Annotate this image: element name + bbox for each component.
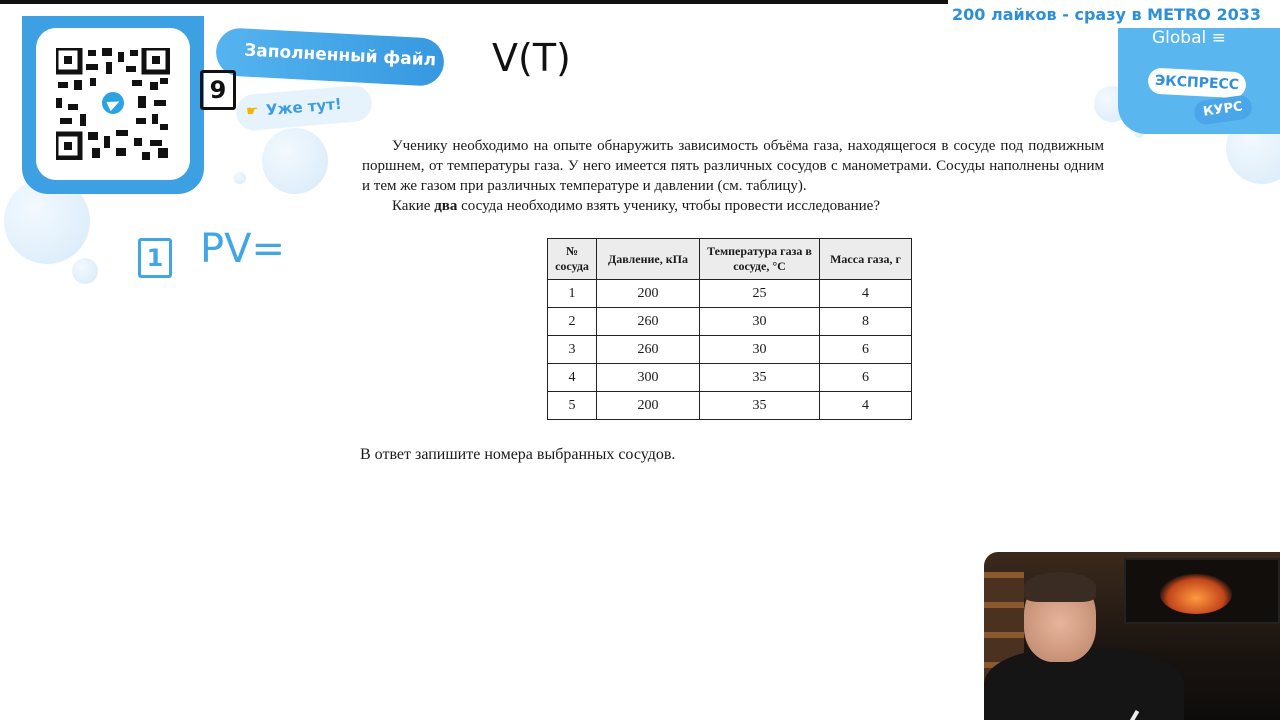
table-row <box>548 280 912 308</box>
tv-fire-glow <box>1160 574 1232 614</box>
handwritten-step-number: 1 <box>138 238 172 278</box>
vessels-table <box>547 238 912 420</box>
handwritten-v-of-t: V(T) <box>492 36 571 80</box>
presenter-hair <box>1024 572 1096 602</box>
global-brand-logo: Global ≡ <box>1152 28 1226 48</box>
table-cell: 35 <box>700 392 820 420</box>
table-cell: 5 <box>548 392 597 420</box>
stream-marquee-text: 200 лайков - сразу в METRO 2033 <box>952 5 1261 24</box>
decor-bubble <box>262 128 328 194</box>
express-badge: ЭКСПРЕСС <box>1147 67 1246 98</box>
table-row <box>548 336 912 364</box>
webcam-overlay <box>984 552 1280 720</box>
table-header-row <box>548 239 912 280</box>
table-cell: 8 <box>820 308 912 336</box>
decor-bubble <box>234 172 246 184</box>
table-cell: 6 <box>820 336 912 364</box>
problem-question <box>362 196 1104 216</box>
pointing-hand-icon: ☛ <box>245 102 260 121</box>
decor-bubble <box>72 258 98 284</box>
table-cell: 260 <box>597 308 700 336</box>
question-text-start: Какие <box>392 198 435 214</box>
table-row <box>548 392 912 420</box>
table-cell: 4 <box>548 364 597 392</box>
qr-code[interactable] <box>36 28 190 180</box>
table-cell: 30 <box>700 336 820 364</box>
header-pressure: Давление, кПа <box>597 239 700 280</box>
header-temperature: Температура газа в сосуде, °С <box>700 239 820 280</box>
table-cell: 4 <box>820 392 912 420</box>
table-cell: 3 <box>548 336 597 364</box>
table-cell: 30 <box>700 308 820 336</box>
already-here-badge[interactable] <box>235 84 374 132</box>
header-gas-mass: Масса газа, г <box>820 239 912 280</box>
header-vessel-number: № сосуда <box>548 239 597 280</box>
presenter-body <box>984 648 1184 720</box>
already-here-label: Уже тут! <box>265 94 343 120</box>
handwritten-task-number: 9 <box>200 70 236 110</box>
table-cell: 260 <box>597 336 700 364</box>
background-tv <box>1124 558 1280 624</box>
table-cell: 2 <box>548 308 597 336</box>
table-cell: 4 <box>820 280 912 308</box>
problem-statement <box>362 136 1104 216</box>
telegram-icon <box>99 89 127 117</box>
question-bold-word: два <box>434 198 458 214</box>
table-cell: 25 <box>700 280 820 308</box>
question-text-end: сосуда необходимо взять ученику, чтобы провести исследование? <box>457 198 880 214</box>
course-badge: КУРС <box>1193 94 1254 126</box>
answer-prompt: В ответ запишите номера выбранных сосудов. <box>360 446 676 463</box>
table-cell: 6 <box>820 364 912 392</box>
table-cell: 200 <box>597 280 700 308</box>
table-row <box>548 308 912 336</box>
handwritten-pv-formula: PV= <box>200 226 285 272</box>
table-cell: 35 <box>700 364 820 392</box>
filled-file-badge[interactable] <box>215 27 445 87</box>
table-cell: 200 <box>597 392 700 420</box>
problem-paragraph: Ученику необходимо на опыте обнаружить зависимость объёма газа, находящегося в сосуде под подвижным поршнем, от температуры газа. У него имеется пять различных сосудов с манометрами. Сосуды наполнены одним и тем же газом при различных температуре и давлении (см. таблицу). <box>362 138 1104 194</box>
table-row <box>548 364 912 392</box>
table-cell: 300 <box>597 364 700 392</box>
telegram-qr-card[interactable] <box>22 16 204 194</box>
filled-file-label: Заполненный файл <box>243 40 437 71</box>
top-progress-bar <box>0 0 948 4</box>
table-cell: 1 <box>548 280 597 308</box>
